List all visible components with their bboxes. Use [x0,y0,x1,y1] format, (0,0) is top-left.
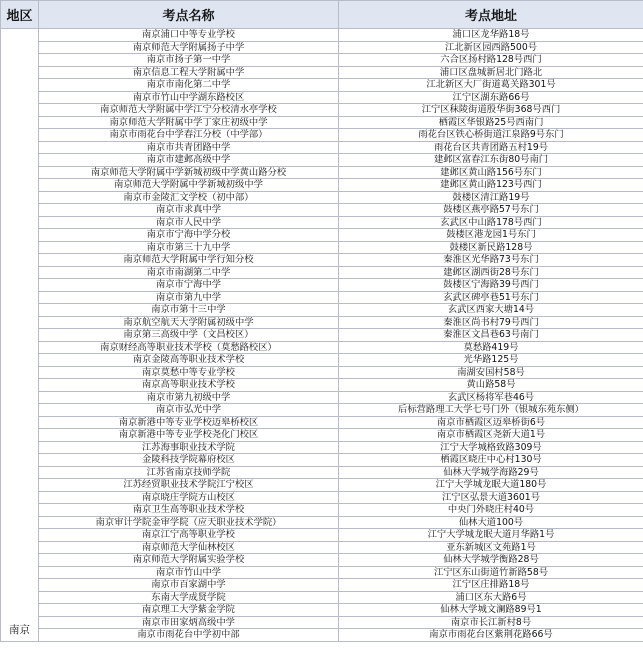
site-address-cell: 玄武区杨将军巷46号 [339,391,643,404]
site-address-cell: 江宁区湖东路66号 [339,91,643,104]
table-row [1,91,643,104]
table-row [1,604,643,617]
site-address-cell: 南湖安国村58号 [339,366,643,379]
table-row [1,429,643,442]
site-address-cell: 建邺区富春江东街80号南门 [339,154,643,167]
table-row [1,391,643,404]
site-address-cell: 江宁区东山街道竹新路58号 [339,566,643,579]
site-address-cell: 浦口区盘城新居北门路北 [339,66,643,79]
site-address-cell: 黄山路58号 [339,379,643,392]
site-address-cell: 莫愁路419号 [339,341,643,354]
site-address-cell: 江北新区园西路500号 [339,41,643,54]
site-name-cell: 南京审计学院金审学院（应天职业技术学院） [39,516,339,529]
table-row [1,404,643,417]
table-row [1,354,643,367]
table-row [1,54,643,67]
site-address-cell: 栖霞区华银路25号西南门 [339,116,643,129]
table-row [1,566,643,579]
site-address-cell: 光华路125号 [339,354,643,367]
site-name-cell: 南京市第九中学 [39,291,339,304]
table-row [1,366,643,379]
site-address-cell: 南京市长江新村8号 [339,616,643,629]
table-row [1,529,643,542]
table-row [1,379,643,392]
site-name-cell: 江苏经贸职业技术学院江宁校区 [39,479,339,492]
site-name-cell: 南京第三高级中学（文昌校区） [39,329,339,342]
site-name-cell: 东南大学成贤学院 [39,591,339,604]
table-row [1,116,643,129]
site-address-cell: 亚东新城区文苑路1号 [339,541,643,554]
site-name-cell: 南京江宁高等职业学校 [39,529,339,542]
site-address-cell: 鼓楼区港龙园1号东门 [339,229,643,242]
table-row [1,316,643,329]
site-name-cell: 南京市扬子第一中学 [39,54,339,67]
table-row [1,229,643,242]
site-name-cell: 南京市求真中学 [39,204,339,217]
site-address-cell: 雨花台区共青团路五村19号 [339,141,643,154]
site-name-cell: 南京理工大学紫金学院 [39,604,339,617]
table-row [1,216,643,229]
site-address-cell: 鼓楼区宁海路39号西门 [339,279,643,292]
table-row [1,179,643,192]
site-address-cell: 仙林大学城文澜路89号1 [339,604,643,617]
site-name-cell: 南京金陵高等职业技术学校 [39,354,339,367]
site-address-cell: 玄武区西家大塘14号 [339,304,643,317]
site-name-cell: 南京浦口中等专业学校 [39,29,339,42]
site-address-cell: 浦口区东大路6号 [339,591,643,604]
site-address-cell: 建邺区黄山路156号东门 [339,166,643,179]
site-address-cell: 鼓楼区新民路128号 [339,241,643,254]
site-name-cell: 南京市竹山中学湖东路校区 [39,91,339,104]
site-name-cell: 南京市第十三中学 [39,304,339,317]
site-name-cell: 南京晓庄学院方山校区 [39,491,339,504]
site-address-cell: 南京市雨花台区紫荆花路66号 [339,629,643,642]
site-address-cell: 鼓楼区清江路19号 [339,191,643,204]
site-name-cell: 南京市雨花台中学春江分校（中学部） [39,129,339,142]
table-row [1,304,643,317]
site-name-cell: 南京市田家炳高级中学 [39,616,339,629]
site-address-cell: 仙林大学城学衡路28号 [339,554,643,567]
site-address-cell: 秦淮区光华路73号东门 [339,254,643,267]
table-row [1,291,643,304]
region-cell: 南京 [1,29,39,642]
site-address-cell: 江宁区庄排路18号 [339,579,643,592]
site-address-cell: 江北新区大厂街道葛关路301号 [339,79,643,92]
site-name-cell: 南京市共青团路中学 [39,141,339,154]
site-name-cell: 南京市南湖第二中学 [39,266,339,279]
site-name-cell: 南京市弘光中学 [39,404,339,417]
table-row [1,629,643,642]
site-name-cell: 南京师范大学仙林校区 [39,541,339,554]
site-address-cell: 秦淮区尚书村79号西门 [339,316,643,329]
table-row [1,341,643,354]
site-name-cell: 南京航空航天大学附属初级中学 [39,316,339,329]
table-row [1,166,643,179]
site-name-cell: 南京师范大学附属扬子中学 [39,41,339,54]
table-row [1,479,643,492]
table-row [1,541,643,554]
site-address-cell: 南京市栖霞区迈皋桥街6号 [339,416,643,429]
table-row [1,491,643,504]
site-name-cell: 南京高等职业技术学校 [39,379,339,392]
site-address-cell: 鼓楼区燕亭路57号东门 [339,204,643,217]
table-row [1,254,643,267]
table-row [1,329,643,342]
header-name: 考点名称 [39,1,339,29]
table-row [1,504,643,517]
site-name-cell: 南京新港中等专业学校尧化门校区 [39,429,339,442]
table-row [1,241,643,254]
site-name-cell: 南京市宁海中学 [39,279,339,292]
table-row [1,154,643,167]
table-row [1,416,643,429]
site-address-cell: 江宁区弘景大道3601号 [339,491,643,504]
site-name-cell: 南京师范大学附属实验学校 [39,554,339,567]
site-address-cell: 建邺区黄山路123号西门 [339,179,643,192]
site-name-cell: 南京新港中等专业学校迈皋桥校区 [39,416,339,429]
table-row [1,191,643,204]
site-name-cell: 南京师范大学附属中学行知分校 [39,254,339,267]
table-row [1,66,643,79]
header-row [1,1,643,29]
site-name-cell: 金陵科技学院幕府校区 [39,454,339,467]
table-row [1,516,643,529]
site-name-cell: 南京市第三十九中学 [39,241,339,254]
site-name-cell: 江苏省南京技师学院 [39,466,339,479]
site-address-cell: 仙林大道100号 [339,516,643,529]
site-name-cell: 南京市建邺高级中学 [39,154,339,167]
site-name-cell: 南京市竹山中学 [39,566,339,579]
table-row [1,554,643,567]
site-address-cell: 栖霞区晓庄中心村130号 [339,454,643,467]
site-name-cell: 南京市雨花台中学初中部 [39,629,339,642]
table-row [1,454,643,467]
site-address-cell: 江宁大学城格致路309号 [339,441,643,454]
header-region: 地区 [1,1,39,29]
site-address-cell: 玄武区中山路178号西门 [339,216,643,229]
table-row [1,266,643,279]
site-name-cell: 南京市百家湖中学 [39,579,339,592]
site-address-cell: 江宁大学城龙眠大道月华路1号 [339,529,643,542]
site-address-cell: 南京市栖霞区尧新大道1号 [339,429,643,442]
site-address-cell: 六合区扬村路128号西门 [339,54,643,67]
site-name-cell: 南京信息工程大学附属中学 [39,66,339,79]
table-row [1,466,643,479]
table-row [1,141,643,154]
site-address-cell: 仙林大学城学海路29号 [339,466,643,479]
table-row [1,104,643,117]
table-body [1,29,643,642]
table-row [1,441,643,454]
table-row [1,279,643,292]
site-address-cell: 秦淮区文昌巷63号南门 [339,329,643,342]
table-row [1,41,643,54]
table-row [1,29,643,42]
site-name-cell: 南京师范大学附属中学新城初级中学 [39,179,339,192]
table-row [1,79,643,92]
table-row [1,616,643,629]
table-row [1,204,643,217]
site-name-cell: 南京市人民中学 [39,216,339,229]
header-address: 考点地址 [339,1,643,29]
site-address-cell: 中央门外晓庄村40号 [339,504,643,517]
site-name-cell: 南京市南化第二中学 [39,79,339,92]
table-row [1,579,643,592]
site-name-cell: 南京师范大学附属中学江宁分校清水亭学校 [39,104,339,117]
site-address-cell: 建邺区湖西街28号东门 [339,266,643,279]
site-address-cell: 江宁大学城龙眠大道180号 [339,479,643,492]
site-address-cell: 后标营路理工大学七号门外（银城东苑东侧） [339,404,643,417]
site-name-cell: 南京卫生高等职业技术学校 [39,504,339,517]
table-row [1,591,643,604]
site-name-cell: 南京财经高等职业技术学校（莫愁路校区） [39,341,339,354]
site-address-cell: 雨花台区铁心桥街道江泉路9号东门 [339,129,643,142]
site-name-cell: 南京师范大学附属中学丁家庄初级中学 [39,116,339,129]
site-address-cell: 浦口区龙华路18号 [339,29,643,42]
site-name-cell: 南京师范大学附属中学新城初级中学黄山路分校 [39,166,339,179]
site-name-cell: 江苏海事职业技术学院 [39,441,339,454]
site-name-cell: 南京市第九初级中学 [39,391,339,404]
site-name-cell: 南京莫愁中等专业学校 [39,366,339,379]
site-address-cell: 江宁区秣陵街道殷华街368号西门 [339,104,643,117]
site-name-cell: 南京市宁海中学分校 [39,229,339,242]
site-address-cell: 玄武区碑亭巷51号东门 [339,291,643,304]
site-name-cell: 南京市金陵汇文学校（初中部） [39,191,339,204]
table-row [1,129,643,142]
